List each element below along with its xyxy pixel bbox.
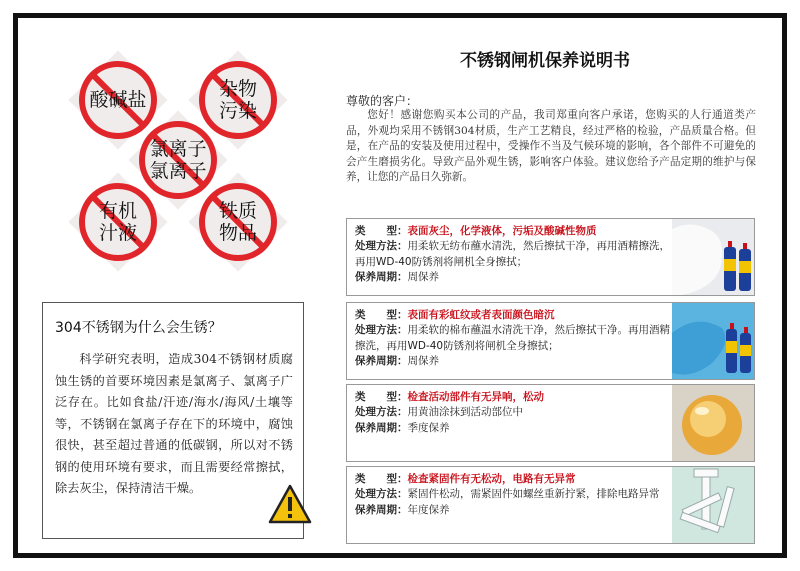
blue-cloth-and-wd40-image xyxy=(672,303,754,379)
card-type: 表面灰尘，化学液体，污垢及酸碱性物质 xyxy=(407,225,597,237)
warning-icon xyxy=(268,484,312,524)
rust-explanation-body: 科学研究表明，造成304不锈钢材质腐蚀生锈的首要环境因素是氯离子、氯离子广泛存在。比如食盐/汗迹/海水/海风/土壤等等，不锈钢在氯离子存在下的环境中，腐蚀很快，甚至超过普通的低碳钢，所以对不锈钢的使用环境有要求，而且需要经常擦拭，除去灰尘，保持清洁干燥。 xyxy=(55,352,293,495)
method-label: 处理方法： xyxy=(355,324,408,337)
card-period: 季度保养 xyxy=(407,421,450,434)
card-type: 表面有彩虹纹或者表面颜色暗沉 xyxy=(407,309,555,321)
manual-title: 不锈钢闸机保养说明书 xyxy=(460,51,630,71)
intro-paragraph: 您好！感谢您购买本公司的产品，我司郑重向客户承诺，您购买的人行通道类产品，外观均采用不锈钢304材质，生产工艺精良，经过严格的检验，产品质量合格。但是，在产品的安装及使用过程中，受操作不当及气候环境的影响，各个部件不可避免的会产生磨损劣化。导致产品外观生锈，影响客户体验。建议您给予产品定期的维护与保养，让您的产品日久弥新。 xyxy=(346,109,756,184)
sign-label-text: 铁质 物品 xyxy=(218,200,257,244)
maintenance-card xyxy=(346,466,755,544)
maintenance-card xyxy=(346,302,755,380)
rust-explanation-box xyxy=(42,302,304,539)
type-label: 类 型： xyxy=(355,473,408,485)
cloth-and-wd40-image xyxy=(672,219,754,295)
period-label: 保养周期： xyxy=(355,503,408,516)
rust-explanation-title: 304不锈钢为什么会生锈？ xyxy=(55,320,222,336)
grease-image xyxy=(672,385,754,461)
sign-label xyxy=(188,172,288,272)
type-label: 类 型： xyxy=(355,225,408,237)
card-type: 检查紧固件有无松动，电路有无异常 xyxy=(407,473,576,485)
method-label: 处理方法： xyxy=(355,488,408,501)
sign-label-text: 氯离子 氯离子 xyxy=(149,138,207,182)
sign-label: 酸碱盐 xyxy=(89,89,147,111)
no-iron-items-sign xyxy=(188,172,288,272)
maintenance-card xyxy=(346,218,755,296)
screws-image xyxy=(672,467,754,543)
card-period: 周保养 xyxy=(407,271,439,284)
greeting: 尊敬的客户： xyxy=(346,94,419,108)
method-label: 处理方法： xyxy=(355,240,408,253)
type-label: 类 型： xyxy=(355,391,408,403)
card-method: 紧固件松动，需紧固件如螺丝重新拧紧，排除电路异常 xyxy=(407,488,660,501)
period-label: 保养周期： xyxy=(355,355,408,368)
card-period: 周保养 xyxy=(407,355,439,368)
card-method: 用黄油涂抹到活动部位中 xyxy=(407,406,523,419)
no-organic-juice-sign xyxy=(68,172,168,272)
card-method: 用柔软无纺布蘸水清洗，然后擦拭干净，再用酒精擦洗，再用WD-40防锈剂将闸机全身擦拭； xyxy=(355,240,670,268)
maintenance-card xyxy=(346,384,755,462)
sign-label xyxy=(68,172,168,272)
period-label: 保养周期： xyxy=(355,271,408,284)
sign-label-text: 杂物 污染 xyxy=(218,78,257,122)
type-label: 类 型： xyxy=(355,309,408,321)
card-period: 年度保养 xyxy=(407,503,450,516)
method-label: 处理方法： xyxy=(355,406,408,419)
period-label: 保养周期： xyxy=(355,421,408,434)
card-method: 用柔软的棉布蘸温水清洗干净，然后擦拭干净。再用酒精擦洗，再用WD-40防锈剂将闸机全身擦拭； xyxy=(355,324,670,352)
card-type: 检查活动部件有无异响，松动 xyxy=(407,391,544,403)
sign-label-text: 有机 汁液 xyxy=(98,200,137,244)
